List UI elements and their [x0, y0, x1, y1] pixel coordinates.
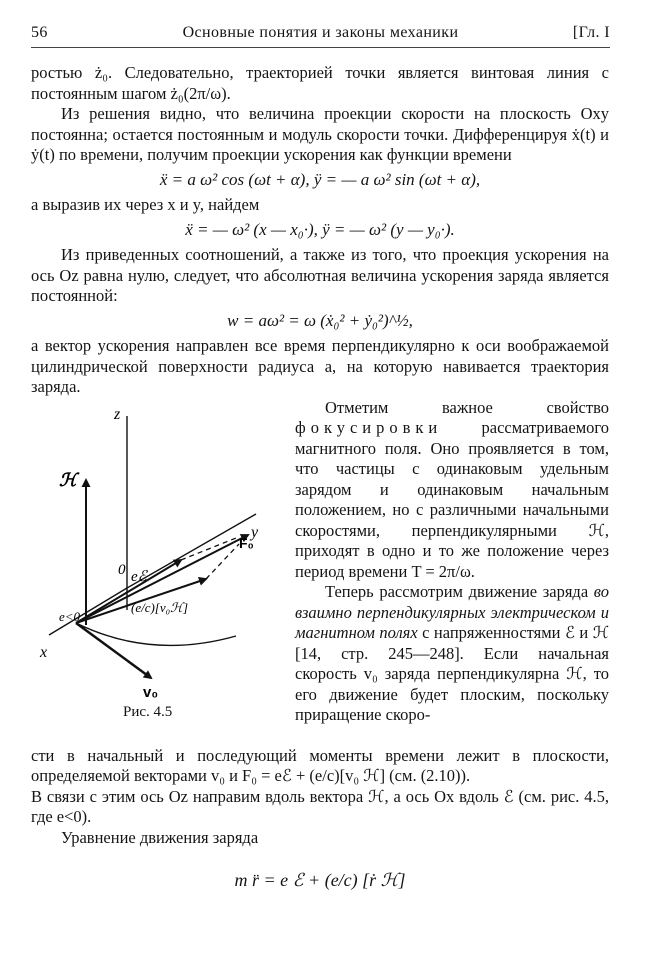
page-number: 56 — [31, 24, 48, 41]
p6-lead: Отметим важное свойство — [325, 397, 609, 417]
figure-4-5 — [31, 398, 291, 728]
p6-rest: рассматриваемого магнитного поля. Оно проявляется в том, что частицы с одинаковым удельным зарядом и одинаковым начальным положением, но с различными начальными скоростями, перпендикулярными ℋ, приходят в одно и то же положение через период времени T = 2π/ω. — [295, 418, 609, 581]
paragraph-9: Уравнение движения заряда — [61, 827, 259, 847]
figure-caption: Рис. 4.5 — [123, 703, 173, 720]
running-header — [31, 24, 610, 48]
label-x: x — [40, 643, 48, 661]
label-h: ℋ — [59, 469, 77, 490]
header-rule — [31, 47, 610, 48]
paragraph-3: а выразив их через x и y, найдем — [31, 195, 260, 214]
formula-abs-acceleration: w = aω² = ω (ẋ₀² + ẏ₀²)^½, — [227, 310, 413, 330]
label-e-neg: e<0 — [59, 608, 81, 624]
paragraph-1: ростью ż₀. Следовательно, траекторией точки является винтовая линия с постоянным шагом ż₀(2π/ω). — [31, 63, 609, 103]
paragraph-2: Из решения видно, что величина проекции скорости на плоскость Oxy постоянна; остается постоянным и модуль скорости точки. Дифференцируя ẋ(t) и ẏ(t) по времени, получим проекции ускорения как функции времени — [31, 104, 609, 164]
label-y: y — [251, 523, 259, 541]
label-ee: eℰ — [131, 568, 147, 585]
paragraph-4: Из приведенных соотношений, а также из того, что проекция ускорения на ось Oz равна нулю, следует, что абсолютная величина ускорения заряда является постоянной: — [31, 245, 609, 305]
v0-vector — [76, 623, 151, 678]
formula-acceleration-t: ẍ = a ω² cos (ωt + α), ÿ = — a ω² sin (ωt + α), — [159, 169, 481, 189]
p6-spaced-term: фокусировки — [295, 418, 443, 437]
p7-start: Теперь рассмотрим движение заряда — [325, 582, 589, 601]
label-evh: (e/c)[v₀ℋ] — [131, 599, 189, 615]
vector-diagram — [31, 398, 291, 698]
label-v0: v₀ — [143, 683, 159, 698]
p7-rest: с напряженностями ℰ и ℋ [14, стр. 245—248]. Если начальная скорость v₀ заряда перпендикулярна ℋ, то его движение будет плоским, поскольку приращение скоро- — [295, 623, 610, 724]
running-title: Основные понятия и законы механики — [182, 24, 459, 41]
label-z: z — [114, 405, 121, 423]
p7-italic: во взаимно перпендикулярных электрическом и магнитном полях — [295, 582, 609, 642]
paragraph-7-continued: сти в начальный и последующий моменты времени лежит в плоскости, определяемой векторами v₀ и F₀ = eℰ + (e/c)[v₀ ℋ] (см. (2.10)). — [31, 745, 609, 785]
figure-side-text — [295, 398, 609, 726]
paragraph-7 — [295, 582, 609, 726]
label-origin: 0 — [118, 561, 126, 578]
paragraph-5: а вектор ускорения направлен все время перпендикулярно к оси воображаемой цилиндрической поверхности радиуса a, на которую навивается траектория заряда. — [31, 336, 609, 396]
paragraph-8: В связи с этим ось Oz направим вдоль вектора ℋ, а ось Ox вдоль ℰ (см. рис. 4.5, где e<0). — [31, 786, 609, 826]
paragraph-6 — [295, 398, 609, 583]
chapter-marker: [Гл. I — [572, 24, 610, 41]
page-body — [31, 63, 609, 891]
dash-2 — [206, 544, 239, 579]
label-f0: F₀ — [239, 534, 254, 551]
figure-row — [31, 398, 609, 746]
formula-acceleration-xy: ẍ = — ω² (x — x₀·), ÿ = — ω² (y — y₀·). — [185, 219, 455, 239]
equation-of-motion: m r̈ = e ℰ + (e/c) [ṙ ℋ] — [234, 870, 406, 890]
